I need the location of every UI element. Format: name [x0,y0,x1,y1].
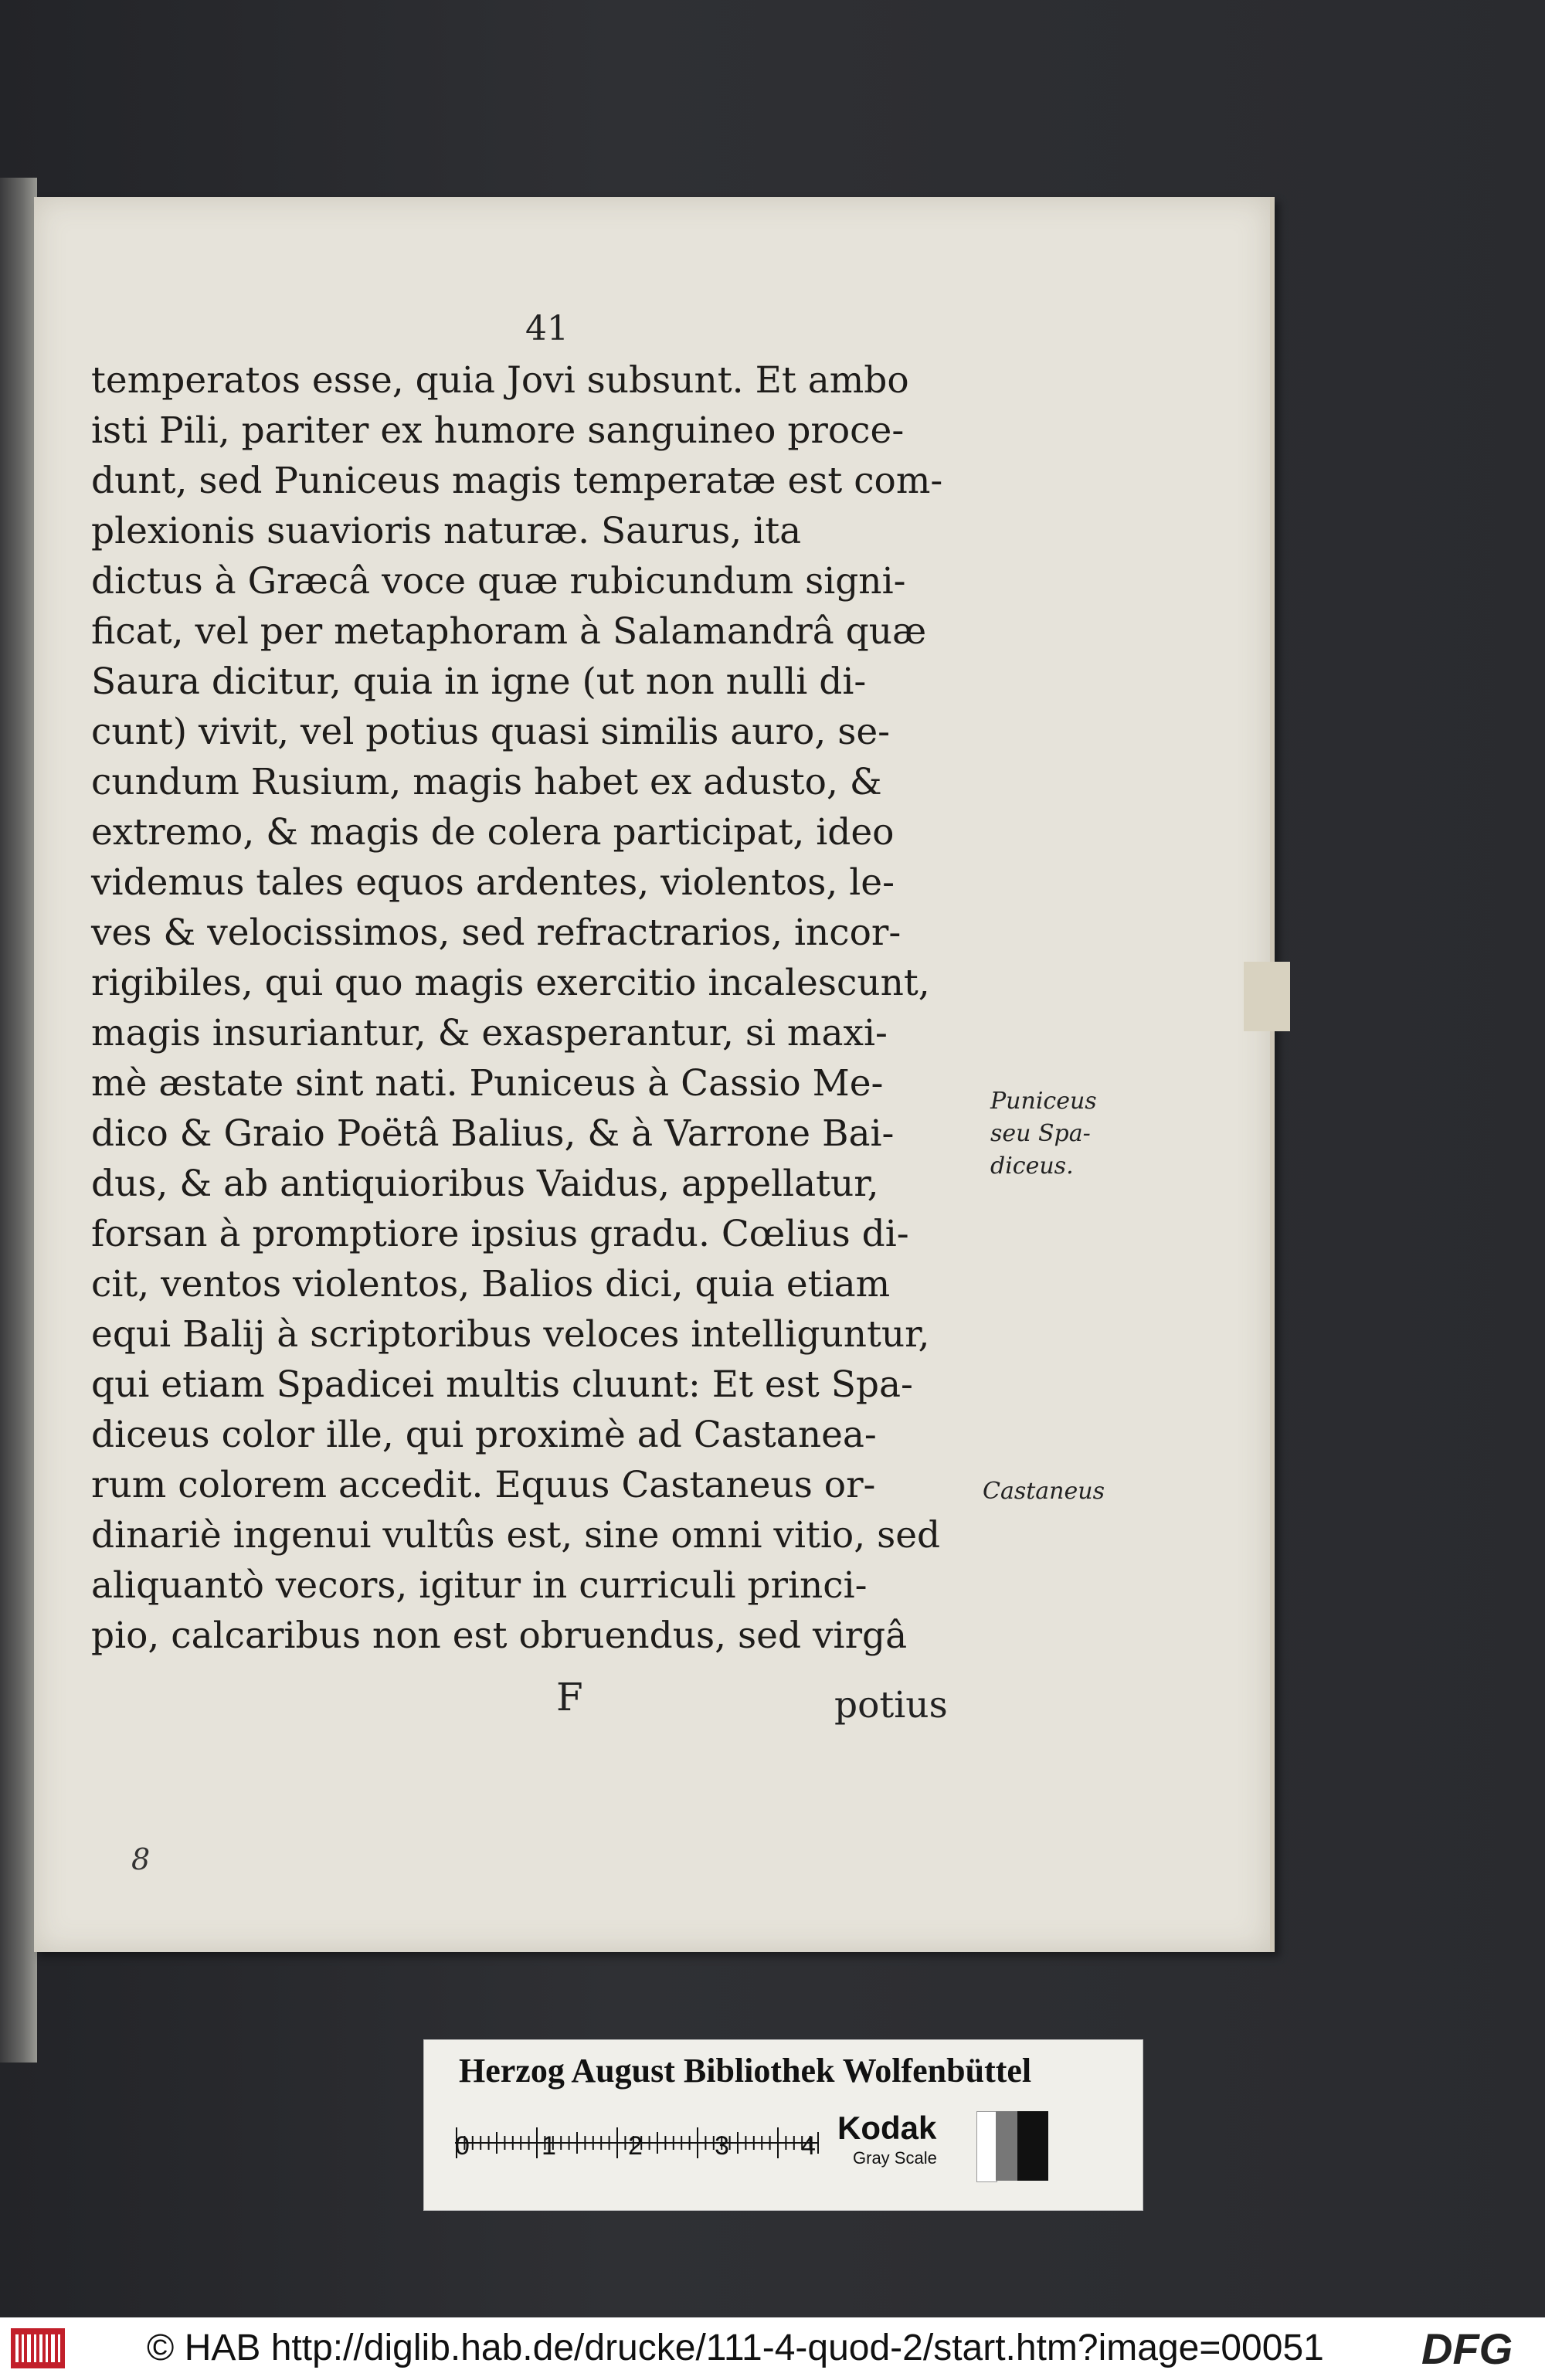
text-line: magis insuriantur, & exasperantur, si maxi- [91,1012,888,1054]
page-tab [1244,962,1290,1031]
text-line: cit, ventos violentos, Balios dici, quia etiam [91,1263,891,1305]
gray-patch-white [976,2111,997,2182]
text-line: plexionis suavioris naturæ. Saurus, ita [91,510,802,552]
marginal-note-castaneus: Castaneus [983,1478,1105,1505]
gray-patch-mid [996,2111,1017,2181]
text-line: ficat, vel per metaphoram à Salamandrâ quæ [91,610,927,653]
text-line: temperatos esse, quia Jovi subsunt. Et ambo [91,359,909,402]
citation-link[interactable]: © HAB http://diglib.hab.de/drucke/111-4-quod-2/start.htm?image=00051 [147,2327,1324,2368]
text-line: dus, & ab antiquioribus Vaidus, appellatur, [91,1163,879,1205]
text-line: qui etiam Spadicei multis cluunt: Et est Spa- [91,1363,913,1406]
marginal-note-puniceus [990,1085,1114,1183]
text-line: isti Pili, pariter ex humore sanguineo proce- [91,409,905,452]
kodak-brand: Kodak [837,2110,937,2146]
text-line: pio, calcaribus non est obruendus, sed virgâ [91,1614,908,1657]
text-line: cundum Rusium, magis habet ex adusto, & [91,761,882,803]
ruler-number: 3 [715,2131,729,2161]
text-line: dinariè ingenui vultûs est, sine omni vitio, sed [91,1514,941,1557]
gray-scale-label: Gray Scale [853,2148,937,2168]
text-line: dunt, sed Puniceus magis temperatæ est com- [91,460,943,502]
marginal-line: diceus. [990,1153,1074,1180]
barcode-icon [11,2328,65,2368]
text-line: dictus à Græcâ voce quæ rubicundum signi- [91,560,906,603]
catchword: potius [834,1684,948,1726]
text-line: dico & Graio Poëtâ Balius, & à Varrone Bai- [91,1112,895,1155]
text-line: videmus tales equos ardentes, violentos, le- [91,861,895,904]
text-line: Saura dicitur, quia in igne (ut non nulli di- [91,660,867,703]
marginal-line: Puniceus [990,1088,1097,1115]
dfg-logo: DFG [1421,2324,1513,2373]
text-line: extremo, & magis de colera participat, ideo [91,811,895,854]
gray-patch-black [1017,2111,1048,2181]
text-line: rigibiles, qui quo magis exercitio incalescunt, [91,962,930,1004]
text-line: aliquantò vecors, igitur in curriculi princi- [91,1564,868,1607]
handwritten-mark: 8 [131,1842,151,1876]
text-line: cunt) vivit, vel potius quasi similis auro, se- [91,711,891,753]
library-name: Herzog August Bibliothek Wolfenbüttel [459,2052,1032,2090]
text-line: mè æstate sint nati. Puniceus à Cassio Me- [91,1062,884,1105]
signature-mark: F [556,1675,583,1720]
ruler-number: 4 [801,2131,816,2161]
body-text [91,355,1010,1661]
ruler-number: 0 [455,2131,470,2161]
text-line: diceus color ille, qui proximè ad Castanea- [91,1414,877,1456]
text-line: forsan à promptiore ipsius gradu. Cœlius di- [91,1213,909,1255]
book-edge [0,178,37,2063]
footer-bar [0,2317,1545,2380]
archive-label-card [423,2039,1143,2211]
text-line: equi Balij à scriptoribus veloces intelliguntur, [91,1313,930,1356]
text-line: rum colorem accedit. Equus Castaneus or- [91,1464,876,1506]
ruler-number: 1 [542,2131,556,2161]
marginal-line: seu Spa- [990,1120,1091,1147]
ruler-icon [455,2108,845,2178]
text-line: ves & velocissimos, sed refractrarios, incor- [91,912,902,954]
page-number: 41 [525,309,569,348]
ruler-number: 2 [628,2131,643,2161]
